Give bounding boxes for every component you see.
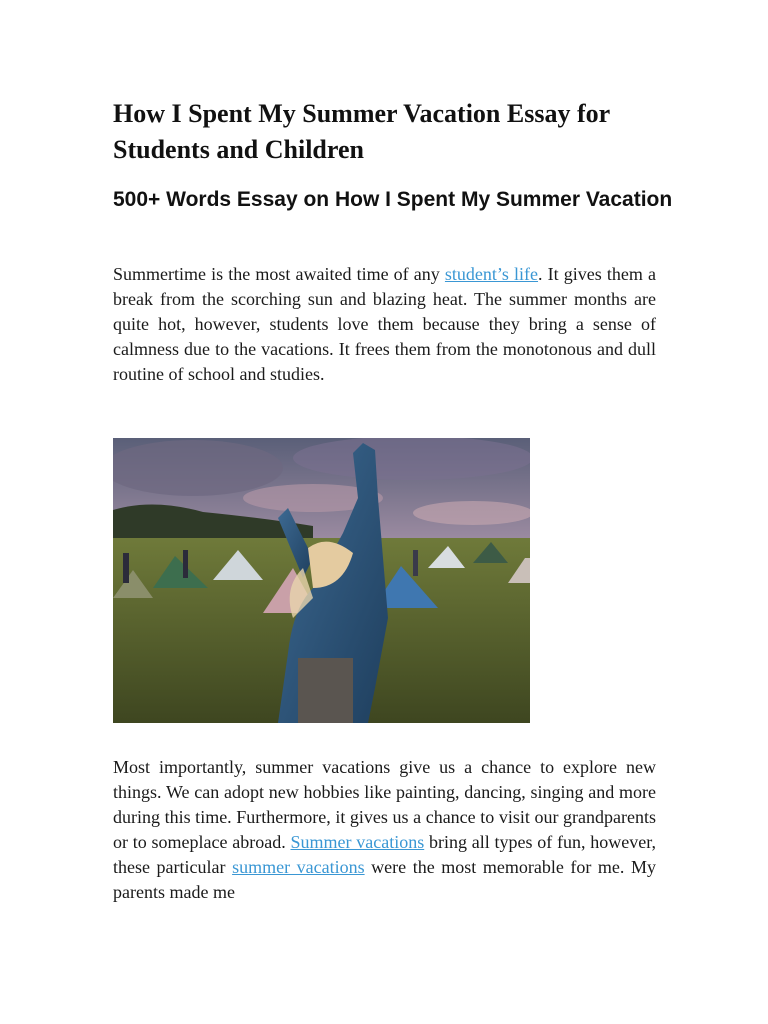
page-title: How I Spent My Summer Vacation Essay for Students and Children bbox=[113, 99, 610, 164]
students-life-link[interactable]: student’s life bbox=[444, 264, 539, 284]
paragraph-text: bring all types of fun, however, these particular bbox=[113, 832, 656, 877]
paragraph-text: . It gives them a break from the scorching sun and blazing heat. The summer months are quite hot, however, students love them because they bring a sense of calmness due to the vacations. It frees them from the monotonous and dull routine of school and studies. bbox=[113, 264, 656, 384]
festival-photo bbox=[113, 438, 530, 723]
summer-vacations-link[interactable]: Summer vacations bbox=[290, 832, 425, 852]
paragraph-text: Summertime is the most awaited time of any bbox=[113, 264, 445, 284]
summer-vacations-link-2[interactable]: summer vacations bbox=[232, 857, 365, 877]
paragraph-text: were the most memorable for me. My parents made me bbox=[113, 857, 656, 902]
intro-paragraph bbox=[113, 262, 656, 387]
section-heading: 500+ Words Essay on How I Spent My Summer Vacation bbox=[113, 188, 673, 211]
paragraph-text: Most importantly, summer vacations give us a chance to explore new things. We can adopt new hobbies like painting, dancing, singing and more during this time. Furthermore, it gives us a chance to visit our grandparents or to someplace abroad. bbox=[113, 757, 656, 852]
body-paragraph bbox=[113, 755, 656, 905]
